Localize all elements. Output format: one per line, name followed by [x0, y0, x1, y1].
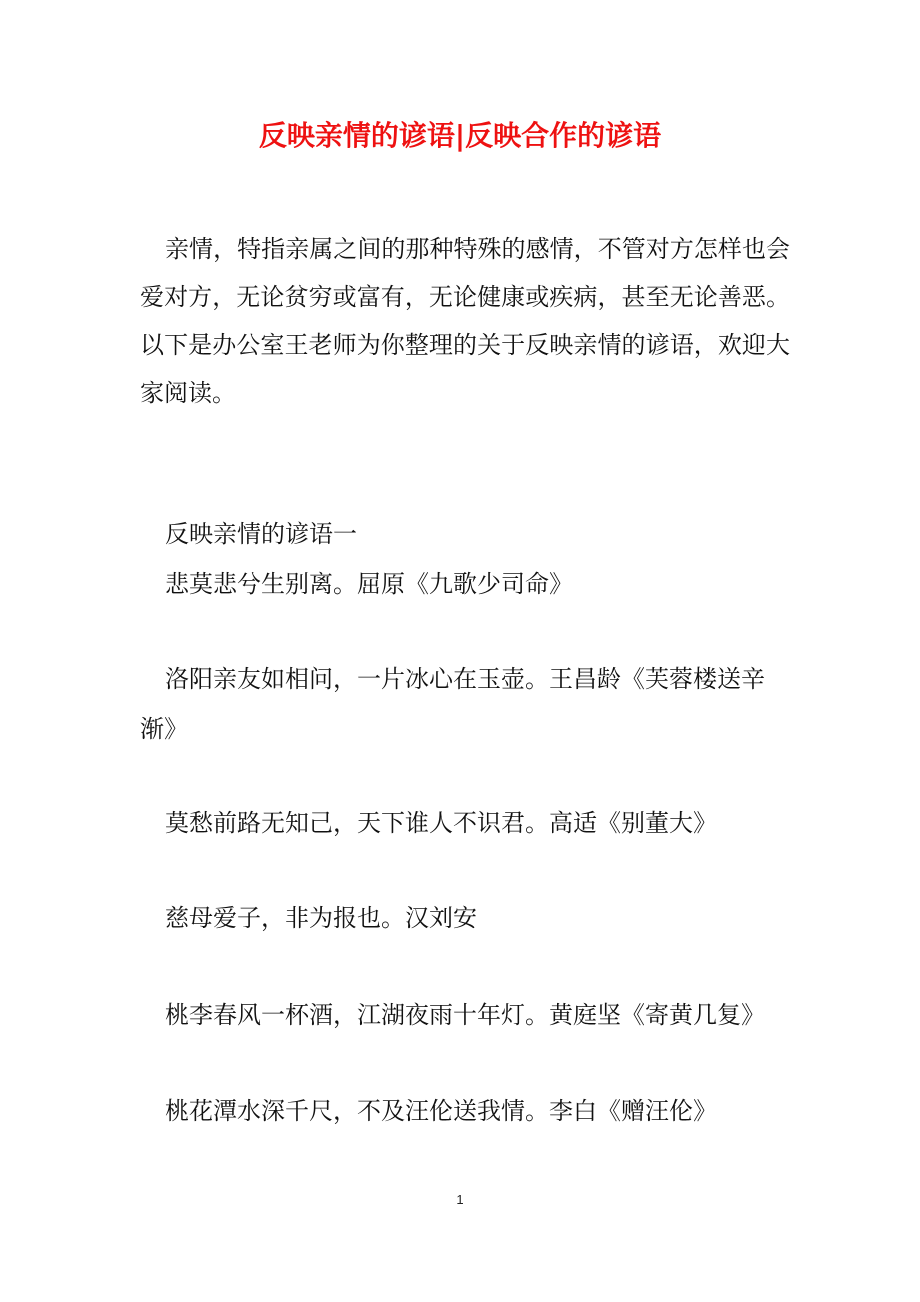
proverb-item: 洛阳亲友如相问，一片冰心在玉壶。王昌龄《芙蓉楼送辛渐》: [140, 665, 765, 743]
proverb-item: 桃李春风一杯酒，江湖夜雨十年灯。黄庭坚《寄黄几复》: [165, 1001, 765, 1029]
proverb-item: 悲莫悲兮生别离。屈原《九歌少司命》: [165, 570, 573, 598]
document-title: 反映亲情的谚语|反映合作的谚语: [258, 119, 662, 152]
page-number: 1: [456, 1192, 464, 1207]
intro-paragraph: 亲情，特指亲属之间的那种特殊的感情，不管对方怎样也会爱对方，无论贫穷或富有，无论健康或疾病，甚至无论善恶。以下是办公室王老师为你整理的关于反映亲情的谚语，欢迎大家阅读。: [140, 235, 790, 407]
proverb-item: 慈母爱子，非为报也。汉刘安: [165, 904, 477, 932]
proverb-item: 桃花潭水深千尺，不及汪伦送我情。李白《赠汪伦》: [165, 1097, 717, 1125]
section-heading: 反映亲情的谚语一: [165, 520, 357, 548]
proverb-item: 莫愁前路无知己，天下谁人不识君。高适《别董大》: [165, 809, 717, 837]
